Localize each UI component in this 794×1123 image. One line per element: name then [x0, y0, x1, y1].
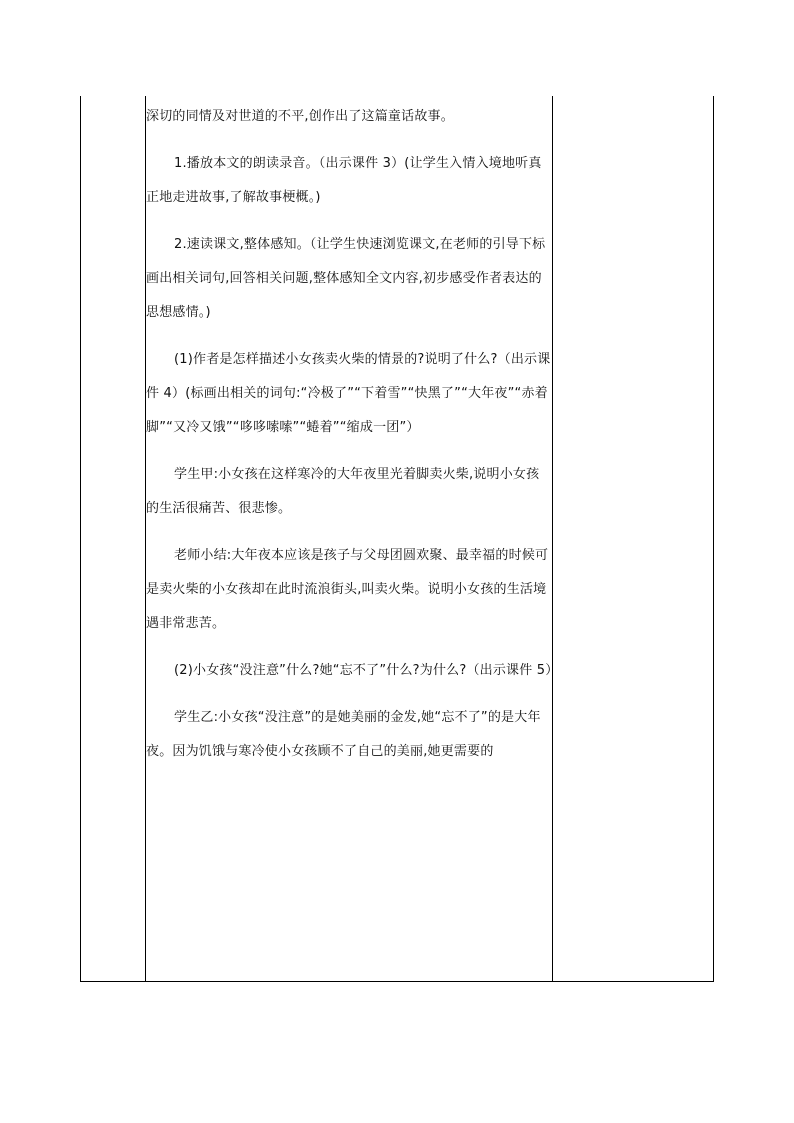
paragraph-1: 深切的同情及对世道的不平,创作出了这篇童话故事。	[146, 109, 454, 124]
lesson-content-cell	[146, 100, 559, 769]
paragraph-4: (1)作者是怎样描述小女孩卖火柴的情景的?说明了什么?（出示课件 4）(标画出相关的词句:“冷极了”“下着雪”“快黑了”“大年夜”“赤着脚”“又冷又饿”“哆哆嗦嗦”“蜷着”“缩成一团”）	[146, 352, 551, 435]
table-bottom-border	[80, 981, 714, 982]
column-divider-right	[552, 96, 553, 982]
paragraph-6: 老师小结:大年夜本应该是孩子与父母团圆欢聚、最幸福的时候可是卖火柴的小女孩却在此时流浪街头,叫卖火柴。说明小女孩的生活境遇非常悲苦。	[146, 548, 549, 631]
paragraph-7: (2)小女孩“没注意”什么?她“忘不了”什么?为什么?（出示课件 5）	[174, 663, 559, 678]
paragraph-3: 2.速读课文,整体感知。（让学生快速浏览课文,在老师的引导下标画出相关词句,回答相关问题,整体感知全文内容,初步感受作者表达的思想感情。)	[146, 237, 546, 320]
table-left-border	[80, 96, 81, 982]
paragraph-8: 学生乙:小女孩“没注意”的是她美丽的金发,她“忘不了”的是大年夜。因为饥饿与寒冷使小女孩顾不了自己的美丽,她更需要的	[146, 710, 541, 759]
paragraph-5: 学生甲:小女孩在这样寒冷的大年夜里光着脚卖火柴,说明小女孩的生活很痛苦、很悲惨。	[146, 467, 540, 516]
table-right-border	[713, 96, 714, 982]
paragraph-2: 1.播放本文的朗读录音。（出示课件 3）(让学生入情入境地听真正地走进故事,了解故事梗概。)	[146, 156, 542, 205]
